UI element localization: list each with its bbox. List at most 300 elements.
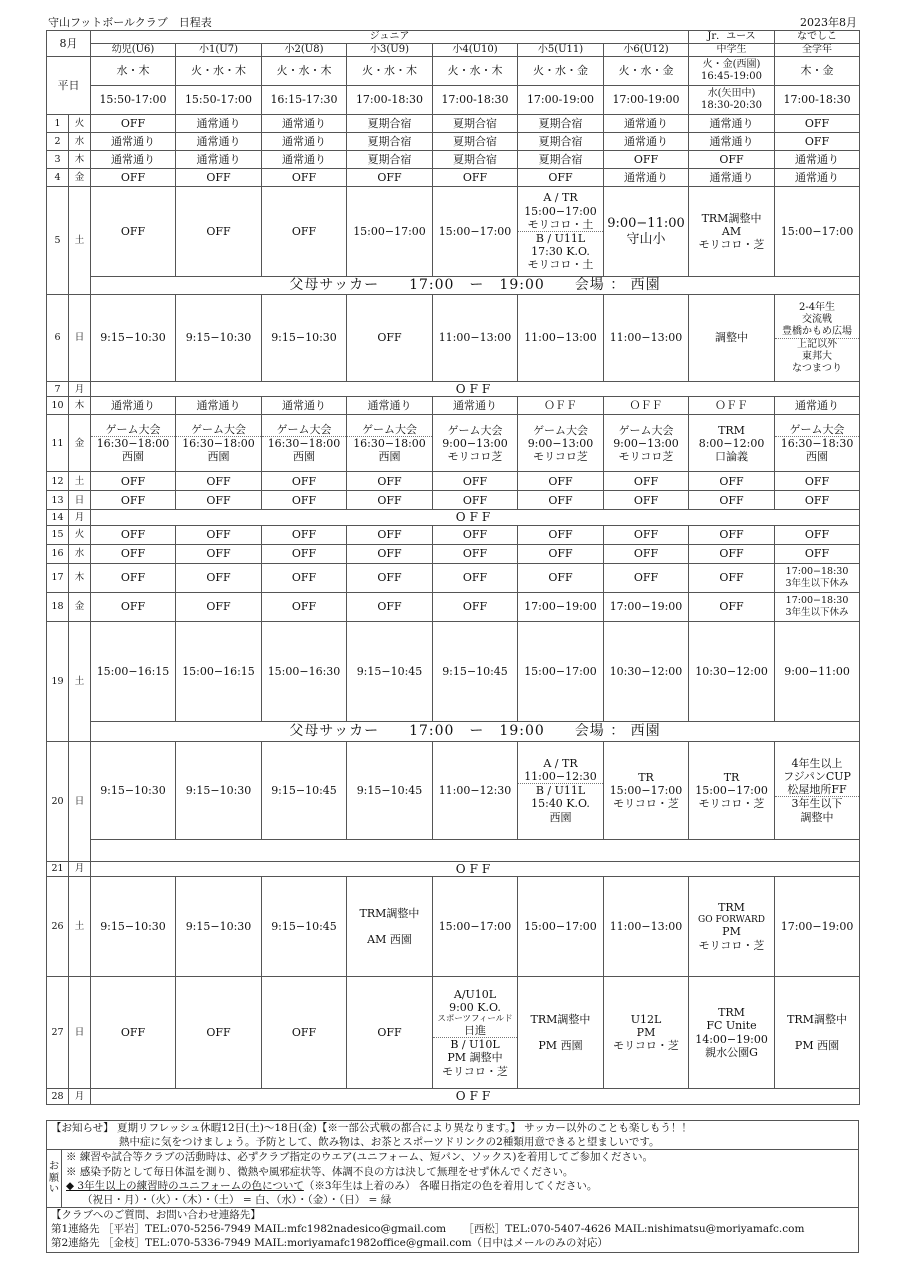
jr-youth-cell: [689, 187, 775, 277]
contact-1: 第1連絡先 ［平岩］TEL:070-5256-7949 MAIL:mfc1982nadesico@gmail.com ［西松］TEL:070-5407-4626 MAIL:nishimatsu@moriyamafc.com: [51, 1223, 805, 1236]
weekday-cell: 木: [69, 151, 91, 169]
cell-line: 15:00−17:00: [609, 783, 683, 797]
cell-line: 2-4年生: [798, 301, 836, 313]
cell-line: 15:40 K.O.: [531, 797, 590, 811]
cell-line: 上記以外: [797, 338, 838, 350]
schedule-cell: 調整中: [689, 295, 775, 382]
weekday-cell: 土: [69, 187, 91, 295]
contact-2: 第2連絡先 ［金枝］TEL:070-5336-7949 MAIL:moriyamafc1982office@gmail.com（日中はメールのみの対応）: [51, 1237, 608, 1250]
schedule-cell: 夏期合宿: [433, 133, 518, 151]
u12-cell: [604, 977, 689, 1089]
schedule-cell: 夏期合宿: [347, 133, 433, 151]
cell-line: モリコロ・土: [527, 217, 594, 231]
grade-header: 小2(U8): [262, 44, 347, 57]
cell-line: 8:00−12:00: [698, 436, 765, 450]
cell-line: ゲーム大会: [789, 423, 845, 437]
schedule-cell: OFF: [262, 169, 347, 187]
schedule-cell: OFF: [689, 151, 775, 169]
schedule-cell: OFF: [347, 563, 433, 592]
jr-youth-header: Jr．ユース: [689, 31, 775, 44]
blank-cell: [91, 839, 860, 861]
cell-line: A / TR: [543, 191, 578, 205]
schedule-cell: OFF: [347, 977, 433, 1089]
game-split-cell: [347, 415, 433, 472]
schedule-cell: OFF: [347, 295, 433, 382]
weekday-days: 火・水・金: [604, 57, 689, 86]
schedule-cell: OFF: [176, 491, 262, 510]
cell-line: TRM: [718, 1006, 745, 1020]
schedule-cell: OFF: [262, 187, 347, 277]
schedule-cell: OFF: [262, 563, 347, 592]
schedule-cell: 通常通り: [262, 151, 347, 169]
cell-line: 東邦大: [802, 350, 833, 362]
schedule-cell: OFF: [518, 491, 604, 510]
nadeshiko-split-cell: [775, 741, 860, 839]
grade-header: 小1(U7): [176, 44, 262, 57]
schedule-cell: OFF: [91, 544, 176, 563]
u12-cell: [604, 187, 689, 277]
off-cell: OFF: [91, 1089, 860, 1104]
schedule-cell: OFF: [433, 544, 518, 563]
date-cell: 20: [47, 741, 69, 861]
schedule-cell: OFF: [347, 544, 433, 563]
cell-line: 4年生以上: [791, 756, 843, 770]
schedule-cell: 11:00−13:00: [518, 295, 604, 382]
jr-youth-weekday-b: [689, 86, 775, 115]
schedule-cell: OFF: [347, 169, 433, 187]
schedule-cell: OFF: [604, 151, 689, 169]
cell-line: 松屋地所FF: [787, 783, 847, 797]
cell-line: 豊橋かもめ広場: [782, 325, 853, 337]
cell-line: モリコロ・芝: [613, 1039, 679, 1053]
cell-line: GO FORWARD: [698, 914, 765, 925]
schedule-cell: 9:15−10:30: [176, 741, 262, 839]
schedule-cell: 通常通り: [689, 169, 775, 187]
cell-line: 守山小: [626, 231, 666, 247]
date-cell: 21: [47, 861, 69, 876]
weekday-cell: 土: [69, 621, 91, 741]
weekday-cell: 火: [69, 525, 91, 544]
ask-label: お願い: [47, 1150, 62, 1207]
cell-line: TRM: [718, 901, 745, 915]
weekday-cell: 金: [69, 592, 91, 621]
schedule-cell: 夏期合宿: [433, 151, 518, 169]
schedule-cell: OFF: [176, 187, 262, 277]
schedule-cell: OFF: [604, 544, 689, 563]
cell-line: スポーツフィールド: [437, 1013, 513, 1024]
schedule-cell: 9:15−10:45: [433, 621, 518, 721]
schedule-cell: OFF: [91, 977, 176, 1089]
cell-line: 火・金(西園): [702, 59, 761, 70]
weekday-times: 15:50-17:00: [176, 86, 262, 115]
cell-line: 3年生以下休み: [785, 606, 849, 618]
cell-line: TR: [638, 770, 654, 784]
cell-line: 15:00−17:00: [524, 204, 597, 218]
schedule-cell: 通常通り: [347, 397, 433, 415]
schedule-cell: OFF: [689, 491, 775, 510]
parents-soccer: 父母サッカー 17:00 ー 19:00 会場 ： 西園: [91, 277, 860, 295]
schedule-cell: 10:30−12:00: [689, 621, 775, 721]
game-cell: [604, 415, 689, 472]
cell-line: 親水公園G: [705, 1045, 758, 1059]
schedule-cell: OFF: [91, 169, 176, 187]
cell-line: 3年生以下: [791, 797, 843, 811]
date-cell: 13: [47, 491, 69, 510]
schedule-cell: 10:30−12:00: [604, 621, 689, 721]
off-cell: OFF: [91, 510, 860, 525]
weekday-cell: 金: [69, 415, 91, 472]
date-cell: 19: [47, 621, 69, 741]
cell-line: モリコロ・芝: [698, 238, 765, 252]
cell-line: AM: [721, 224, 742, 238]
schedule-cell: 9:15−10:45: [262, 877, 347, 977]
schedule-cell: OFF: [433, 592, 518, 621]
grade-header: 小4(U10): [433, 44, 518, 57]
schedule-cell: 9:15−10:45: [262, 741, 347, 839]
notice-heat: 熱中症に気をつけましょう。予防として、飲み物は、お茶とスポーツドリンクの2種類用意できると望ましいです。: [119, 1136, 660, 1149]
weekday-days: 火・水・木: [176, 57, 262, 86]
cell-line: U12L: [630, 1012, 662, 1026]
cell-line: AM 西園: [367, 933, 412, 947]
schedule-cell: OFF: [347, 592, 433, 621]
date-cell: 26: [47, 877, 69, 977]
schedule-cell: ＯＦＦ: [689, 397, 775, 415]
schedule-cell: 通常通り: [91, 133, 176, 151]
schedule-cell: OFF: [775, 133, 860, 151]
schedule-cell: OFF: [518, 472, 604, 491]
date-cell: 2: [47, 133, 69, 151]
schedule-cell: OFF: [775, 115, 860, 133]
schedule-cell: OFF: [91, 525, 176, 544]
cell-line: モリコロ・芝: [698, 938, 765, 952]
cell-line: 西園: [122, 450, 144, 464]
grade-header: 小6(U12): [604, 44, 689, 57]
weekday-times: 17:00-18:30: [433, 86, 518, 115]
game-cell: [433, 415, 518, 472]
grade-header: 小5(U11): [518, 44, 604, 57]
schedule-cell: OFF: [91, 187, 176, 277]
cell-line: モリコロ・土: [527, 258, 594, 272]
schedule-cell: OFF: [689, 544, 775, 563]
cell-line: 日進: [464, 1024, 486, 1038]
schedule-cell: OFF: [689, 472, 775, 491]
nadeshiko-cell: [775, 592, 860, 621]
cell-line: 16:30−18:00: [182, 437, 255, 451]
schedule-cell: ＯＦＦ: [604, 397, 689, 415]
weekday-days: 水・木: [91, 57, 176, 86]
jr-youth-cell: [689, 741, 775, 839]
schedule-cell: 9:00−11:00: [775, 621, 860, 721]
game-split-cell: [91, 415, 176, 472]
cell-line: TRM調整中: [359, 906, 420, 920]
cell-line: B / U11L: [535, 232, 586, 245]
schedule-cell: 通常通り: [775, 151, 860, 169]
cell-line: 18:30-20:30: [701, 100, 763, 111]
schedule-cell: 15:00−17:00: [433, 187, 518, 277]
ask-color-days: （祝日・月）・（火）・（木）・（土） = 白、（水）・（金）・（日） = 緑: [82, 1193, 392, 1206]
cell-line: B / U11L: [535, 784, 586, 798]
schedule-cell: OFF: [262, 544, 347, 563]
schedule-cell: 夏期合宿: [518, 151, 604, 169]
schedule-cell: 17:00−19:00: [775, 877, 860, 977]
weekday-cell: 月: [69, 1089, 91, 1104]
schedule-cell: OFF: [689, 525, 775, 544]
grade-header: 幼児(U6): [91, 44, 176, 57]
schedule-cell: 通常通り: [262, 397, 347, 415]
schedule-cell: OFF: [775, 544, 860, 563]
schedule-cell: 9:15−10:30: [262, 295, 347, 382]
ask-uniform: ※ 練習や試合等クラブの活動時は、必ずクラブ指定のウエア(ユニフォーム、短パン、ソックス)を着用してご参加ください。: [66, 1151, 654, 1164]
cell-line: PM 西園: [538, 1039, 583, 1053]
date-cell: 18: [47, 592, 69, 621]
cell-line: 16:30−18:00: [353, 437, 426, 451]
schedule-cell: 9:15−10:30: [91, 877, 176, 977]
schedule-cell: 通常通り: [176, 115, 262, 133]
weekday-times: 15:50-17:00: [91, 86, 176, 115]
schedule-cell: 17:00−19:00: [604, 592, 689, 621]
cell-line: TRM: [718, 423, 745, 437]
schedule-cell: 11:00−12:30: [433, 741, 518, 839]
cell-line: 17:00−18:30: [785, 566, 849, 578]
weekday-cell: 水: [69, 133, 91, 151]
schedule-table: [46, 30, 860, 1105]
date-cell: 7: [47, 382, 69, 397]
date-cell: 3: [47, 151, 69, 169]
game-cell: [518, 415, 604, 472]
cell-line: FC Unite: [706, 1019, 757, 1033]
u12-cell: [604, 741, 689, 839]
schedule-cell: OFF: [347, 525, 433, 544]
cell-line: ゲーム大会: [362, 423, 417, 437]
cell-line: 9:00−13:00: [527, 436, 594, 450]
jr-youth-weekday-a: [689, 57, 775, 86]
date-cell: 11: [47, 415, 69, 472]
off-cell: OFF: [91, 382, 860, 397]
cell-line: モリコロ芝: [447, 449, 503, 463]
schedule-cell: 9:15−10:30: [176, 295, 262, 382]
cell-line: 16:30−18:00: [267, 437, 341, 451]
weekday-cell: 木: [69, 563, 91, 592]
schedule-cell: OFF: [176, 977, 262, 1089]
schedule-cell: 通常通り: [176, 151, 262, 169]
cell-line: ゲーム大会: [276, 423, 332, 437]
weekday-times: 17:00-19:00: [604, 86, 689, 115]
schedule-cell: 15:00−17:00: [433, 877, 518, 977]
weekday-cell: 月: [69, 861, 91, 876]
cell-line: 11:00−12:30: [524, 770, 597, 783]
cell-line: TRM調整中: [787, 1012, 847, 1026]
date-cell: 27: [47, 977, 69, 1089]
schedule-cell: OFF: [604, 563, 689, 592]
cell-line: モリコロ芝: [533, 449, 588, 463]
schedule-cell: 15:00−16:30: [262, 621, 347, 721]
schedule-cell: OFF: [775, 525, 860, 544]
cell-line: 14:00−19:00: [695, 1032, 768, 1046]
ask-color-note: （※3年生は上着のみ） 各曜日指定の色を着用してください。: [303, 1179, 598, 1192]
cell-line: 西園: [378, 450, 401, 464]
cell-line: 西園: [549, 810, 572, 824]
schedule-cell: OFF: [433, 169, 518, 187]
ask-health: ※ 感染予防として毎日体温を測り、微熱や風邪症状等、体調不良の方は決して無理をせず休んでください。: [66, 1165, 574, 1178]
cell-line: 15:00−17:00: [695, 783, 768, 797]
month-header: 8月: [47, 31, 91, 57]
date-cell: 12: [47, 472, 69, 491]
weekday-times: 16:15-17:30: [262, 86, 347, 115]
weekday-times: 17:00-18:30: [775, 86, 860, 115]
date-cell: 10: [47, 397, 69, 415]
notice-info: 【お知らせ】 夏期リフレッシュ休暇12日(土)〜18日(金)【※一部公式戦の都合により異なります。】 サッカー以外のことも楽しもう！！: [51, 1122, 692, 1134]
weekday-cell: 日: [69, 491, 91, 510]
schedule-cell: 9:15−10:30: [91, 741, 176, 839]
date-cell: 1: [47, 115, 69, 133]
cell-line: PM 西園: [794, 1039, 840, 1053]
schedule-cell: 夏期合宿: [518, 133, 604, 151]
schedule-cell: OFF: [262, 977, 347, 1089]
weekday-label: 平日: [47, 57, 91, 115]
cell-line: ゲーム大会: [618, 423, 674, 437]
cell-line: モリコロ・芝: [442, 1064, 508, 1078]
cell-line: 水(矢田中): [707, 88, 756, 99]
cell-line: 17:00−18:30: [785, 595, 849, 607]
jr-youth-cell: [689, 415, 775, 472]
cell-line: ゲーム大会: [105, 423, 161, 437]
cell-line: ゲーム大会: [533, 423, 588, 437]
schedule-cell: OFF: [604, 525, 689, 544]
date-cell: 4: [47, 169, 69, 187]
schedule-cell: OFF: [91, 472, 176, 491]
cell-line: 17:30 K.O.: [531, 245, 590, 259]
schedule-month: 2023年8月: [800, 16, 857, 29]
schedule-cell: 通常通り: [91, 397, 176, 415]
weekday-cell: 日: [69, 295, 91, 382]
grade-header: 小3(U9): [347, 44, 433, 57]
schedule-cell: OFF: [91, 563, 176, 592]
cell-line: 16:45-19:00: [701, 71, 763, 82]
schedule-cell: OFF: [604, 472, 689, 491]
nadeshiko-header: なでしこ: [775, 31, 860, 44]
cell-line: A/U10L: [453, 987, 497, 1001]
schedule-cell: OFF: [262, 472, 347, 491]
schedule-cell: 夏期合宿: [518, 115, 604, 133]
schedule-cell: OFF: [433, 472, 518, 491]
cell-line: 9:00−11:00: [607, 215, 685, 231]
cell-line: 3年生以下休み: [785, 577, 849, 589]
cell-line: 16:30−18:00: [96, 437, 170, 451]
cell-line: 9:00−13:00: [613, 436, 679, 450]
weekday-cell: 月: [69, 510, 91, 525]
grade-header: 中学生: [689, 44, 775, 57]
weekday-cell: 水: [69, 544, 91, 563]
cell-line: 9:00−13:00: [442, 436, 508, 450]
jr-youth-cell: [689, 877, 775, 977]
weekday-days: 火・水・木: [347, 57, 433, 86]
date-cell: 14: [47, 510, 69, 525]
schedule-cell: 通常通り: [689, 133, 775, 151]
cell-line: モリコロ・芝: [698, 796, 765, 810]
schedule-cell: OFF: [775, 472, 860, 491]
weekday-days: 火・水・木: [262, 57, 347, 86]
cell-line: モリコロ・芝: [613, 796, 679, 810]
cell-line: 9:00 K.O.: [449, 1000, 501, 1014]
schedule-cell: 15:00−17:00: [347, 187, 433, 277]
schedule-cell: OFF: [689, 563, 775, 592]
cell-line: 口論義: [715, 449, 749, 463]
off-cell: OFF: [91, 861, 860, 876]
weekday-cell: 日: [69, 977, 91, 1089]
club-title: 守山フットボールクラブ 日程表: [48, 16, 212, 29]
cell-line: ゲーム大会: [191, 423, 246, 437]
schedule-cell: 通常通り: [604, 169, 689, 187]
schedule-cell: 11:00−13:00: [604, 295, 689, 382]
schedule-cell: 通常通り: [176, 397, 262, 415]
schedule-cell: OFF: [518, 169, 604, 187]
date-cell: 6: [47, 295, 69, 382]
schedule-cell: OFF: [176, 592, 262, 621]
schedule-cell: OFF: [91, 491, 176, 510]
schedule-cell: OFF: [347, 491, 433, 510]
schedule-cell: 15:00−17:00: [518, 877, 604, 977]
weekday-days: 火・水・木: [433, 57, 518, 86]
schedule-cell: 9:15−10:30: [176, 877, 262, 977]
date-cell: 16: [47, 544, 69, 563]
schedule-cell: 通常通り: [91, 151, 176, 169]
weekday-days: 木・金: [775, 57, 860, 86]
u10-split-cell: [433, 977, 518, 1089]
date-cell: 15: [47, 525, 69, 544]
schedule-cell: 17:00−19:00: [518, 592, 604, 621]
schedule-cell: OFF: [91, 592, 176, 621]
schedule-cell: 15:00−17:00: [518, 621, 604, 721]
junior-header: ジュニア: [91, 31, 689, 44]
schedule-cell: 通常通り: [176, 133, 262, 151]
cell-line: 西園: [293, 450, 315, 464]
weekday-cell: 土: [69, 472, 91, 491]
schedule-cell: 15:00−16:15: [176, 621, 262, 721]
schedule-cell: 夏期合宿: [347, 151, 433, 169]
schedule-cell: OFF: [176, 563, 262, 592]
cell-line: 交流戦: [802, 313, 833, 325]
schedule-cell: 11:00−13:00: [433, 295, 518, 382]
game-split-cell: [176, 415, 262, 472]
nadeshiko-split-cell: [775, 415, 860, 472]
schedule-cell: 夏期合宿: [433, 115, 518, 133]
u11-split-cell: [518, 741, 604, 839]
u9-cell: [347, 877, 433, 977]
schedule-cell: OFF: [176, 544, 262, 563]
schedule-cell: 通常通り: [604, 133, 689, 151]
weekday-cell: 日: [69, 741, 91, 861]
cell-line: TRM調整中: [530, 1012, 591, 1026]
schedule-cell: 通常通り: [433, 397, 518, 415]
schedule-cell: 通常通り: [604, 115, 689, 133]
schedule-cell: 夏期合宿: [347, 115, 433, 133]
weekday-cell: 金: [69, 169, 91, 187]
cell-line: TRM調整中: [701, 211, 762, 225]
schedule-cell: 9:15−10:45: [347, 621, 433, 721]
schedule-cell: 通常通り: [262, 115, 347, 133]
schedule-cell: OFF: [433, 525, 518, 544]
date-cell: 17: [47, 563, 69, 592]
parents-soccer: 父母サッカー 17:00 ー 19:00 会場 ： 西園: [91, 721, 860, 741]
u11-split-cell: [518, 187, 604, 277]
schedule-cell: OFF: [91, 115, 176, 133]
weekday-cell: 木: [69, 397, 91, 415]
schedule-cell: OFF: [689, 592, 775, 621]
schedule-cell: OFF: [176, 472, 262, 491]
schedule-cell: OFF: [262, 491, 347, 510]
weekday-times: 17:00-18:30: [347, 86, 433, 115]
nadeshiko-split-cell: [775, 295, 860, 382]
